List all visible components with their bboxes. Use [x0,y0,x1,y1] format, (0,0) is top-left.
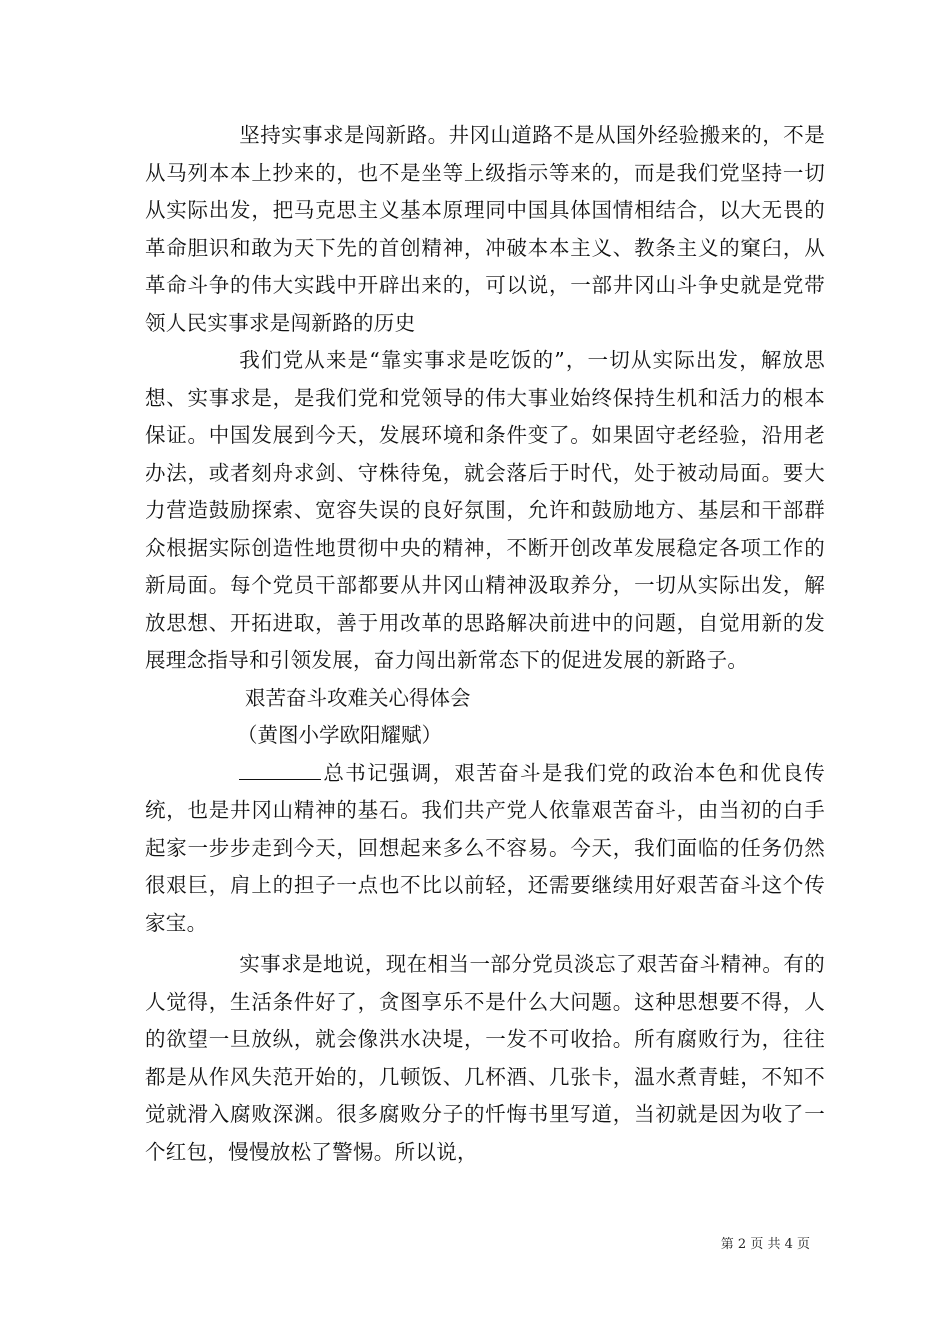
blank-underline [239,759,321,780]
page-number-footer: 第 2 页 共 4 页 [720,1237,810,1252]
document-body [145,117,825,1171]
paragraph-corruption-warning: 实事求是地说，现在相当一部分党员淡忘了艰苦奋斗精神。有的人觉得，生活条件好了，贪图享乐不是什么大问题。这种思想要不得，人的欲望一旦放纵，就会像洪水决堤，一发不可收拾。所有腐败行为，往往都是从作风失范开始的，几顿饭、几杯酒、几张卡，温水煮青蛙，不知不觉就滑入腐败深渊。很多腐败分子的忏悔书里写道，当初就是因为收了一个红包，慢慢放松了警惕。所以说， [145,952,825,1164]
paragraph-hard-work-text: 总书记强调，艰苦奋斗是我们党的政治本色和优良传统，也是井冈山精神的基石。我们共产党人依靠艰苦奋斗，由当初的白手起家一步步走到今天，回想起来多么不容易。今天，我们面临的任务仍然很艰巨，肩上的担子一点也不比以前轻，还需要继续用好艰苦奋斗这个传家宝。 [145,760,825,935]
paragraph-seek-truth: 坚持实事求是闯新路。井冈山道路不是从国外经验搬来的，不是从马列本本上抄来的，也不是坐等上级指示等来的，而是我们党坚持一切从实际出发，把马克思主义基本原理同中国具体国情相结合，以大无畏的革命胆识和敢为天下先的首创精神，冲破本本主义、教条主义的窠臼，从革命斗争的伟大实践中开辟出来的，可以说，一部井冈山斗争史就是党带领人民实事求是闯新路的历史 [145,123,825,335]
paragraph-practical-approach: 我们党从来是“靠实事求是吃饭的”，一切从实际出发，解放思想、实事求是，是我们党和党领导的伟大事业始终保持生机和活力的根本保证。中国发展到今天，发展环境和条件变了。如果固守老经验，沿用老办法，或者刻舟求剑、守株待兔，就会落后于时代，处于被动局面。要大力营造鼓励探索、宽容失误的良好氛围，允许和鼓励地方、基层和干部群众根据实际创造性地贯彻中央的精神，不断开创改革发展稳定各项工作的新局面。每个党员干部都要从井冈山精神汲取养分，一切从实际出发，解放思想、开拓进取，善于用改革的思路解决前进中的问题，自觉用新的发展理念指导和引领发展，奋力闯出新常态下的促进发展的新路子。 [145,348,825,672]
author-line: （黄图小学欧阳耀赋） [237,723,442,747]
section-heading: 艰苦奋斗攻难关心得体会 [245,685,471,710]
paragraph-hard-work [145,755,825,943]
